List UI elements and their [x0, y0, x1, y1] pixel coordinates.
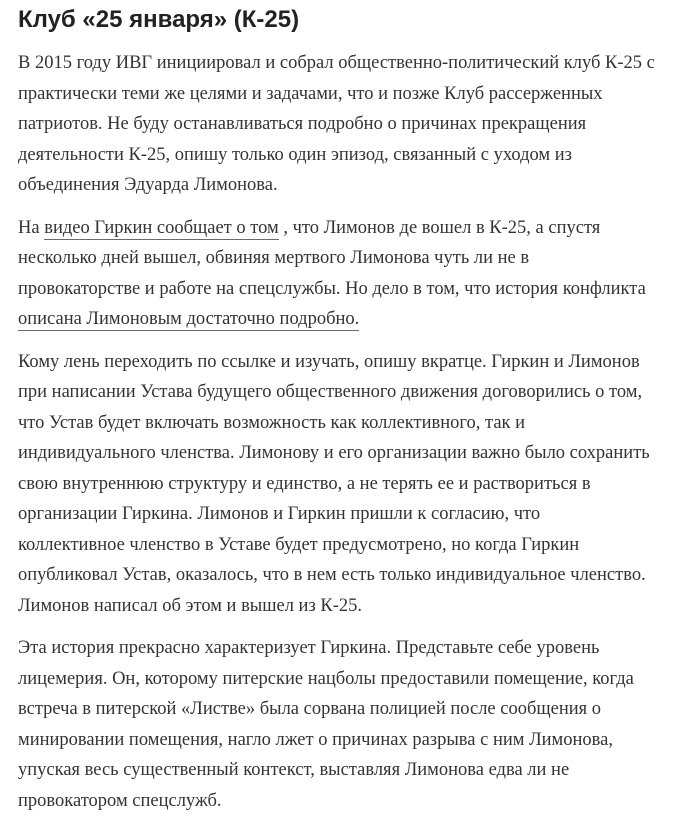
text-line: упуская весь существенный контекст, выставляя Лимонова едва ли не	[18, 755, 700, 786]
text-line: встреча в питерской «Листве» была сорвана полицией после сообщения о	[18, 694, 700, 725]
text-line: Кому лень переходить по ссылке и изучать, опишу вкратце. Гиркин и Лимонов	[18, 347, 700, 378]
text-line: несколько дней вышел, обвиняя мертвого Лимонова чуть ли не в	[18, 243, 700, 274]
text-line: Эта история прекрасно характеризует Гиркина. Представьте себе уровень	[18, 633, 700, 664]
text-fragment: На	[18, 218, 44, 238]
paragraph-characterization	[18, 633, 700, 816]
text-line: объединения Эдуарда Лимонова.	[18, 170, 700, 201]
video-link[interactable]: видео Гиркин сообщает о том	[44, 218, 279, 240]
paragraph-summary	[18, 347, 700, 622]
text-line: опубликовал Устав, оказалось, что в нем есть только индивидуальное членство.	[18, 560, 700, 591]
text-line: практически теми же целями и задачами, что и позже Клуб рассерженных	[18, 79, 700, 110]
text-line: провокаторстве и работе на спецслужбы. Но дело в том, что история конфликта	[18, 274, 700, 305]
text-line: лицемерия. Он, которому питерские нацболы предоставили помещение, когда	[18, 664, 700, 695]
text-line	[18, 213, 700, 244]
text-line: организации Гиркина. Лимонов и Гиркин пришли к согласию, что	[18, 499, 700, 530]
text-line	[18, 304, 700, 335]
text-line: В 2015 году ИВГ инициировал и собрал общественно-политический клуб К-25 с	[18, 48, 700, 79]
text-line: провокатором спецслужб.	[18, 786, 700, 816]
article	[18, 0, 700, 816]
text-line: при написании Устава будущего общественного движения договорились о том,	[18, 377, 700, 408]
text-line: деятельности К-25, опишу только один эпизод, связанный с уходом из	[18, 140, 700, 171]
text-line: коллективное членство в Уставе будет предусмотрено, но когда Гиркин	[18, 530, 700, 561]
limonov-description-link[interactable]: описана Лимоновым достаточно подробно.	[18, 309, 359, 331]
text-fragment: , что Лимонов де вошел в К-25, а спустя	[279, 218, 601, 238]
paragraph-k25-intro	[18, 48, 700, 201]
article-title: Клуб «25 января» (К-25)	[18, 6, 700, 34]
text-line: индивидуального членства. Лимонову и его организации важно было сохранить	[18, 438, 700, 469]
text-line: минировании помещения, нагло лжет о причинах разрыва с ним Лимонова,	[18, 725, 700, 756]
text-line: Лимонов написал об этом и вышел из К-25.	[18, 591, 700, 622]
text-line: свою внутреннюю структуру и единство, а не терять ее и раствориться в	[18, 469, 700, 500]
paragraph-video-claim	[18, 213, 700, 335]
text-line: патриотов. Не буду останавливаться подробно о причинах прекращения	[18, 109, 700, 140]
text-line: что Устав будет включать возможность как коллективного, так и	[18, 408, 700, 439]
